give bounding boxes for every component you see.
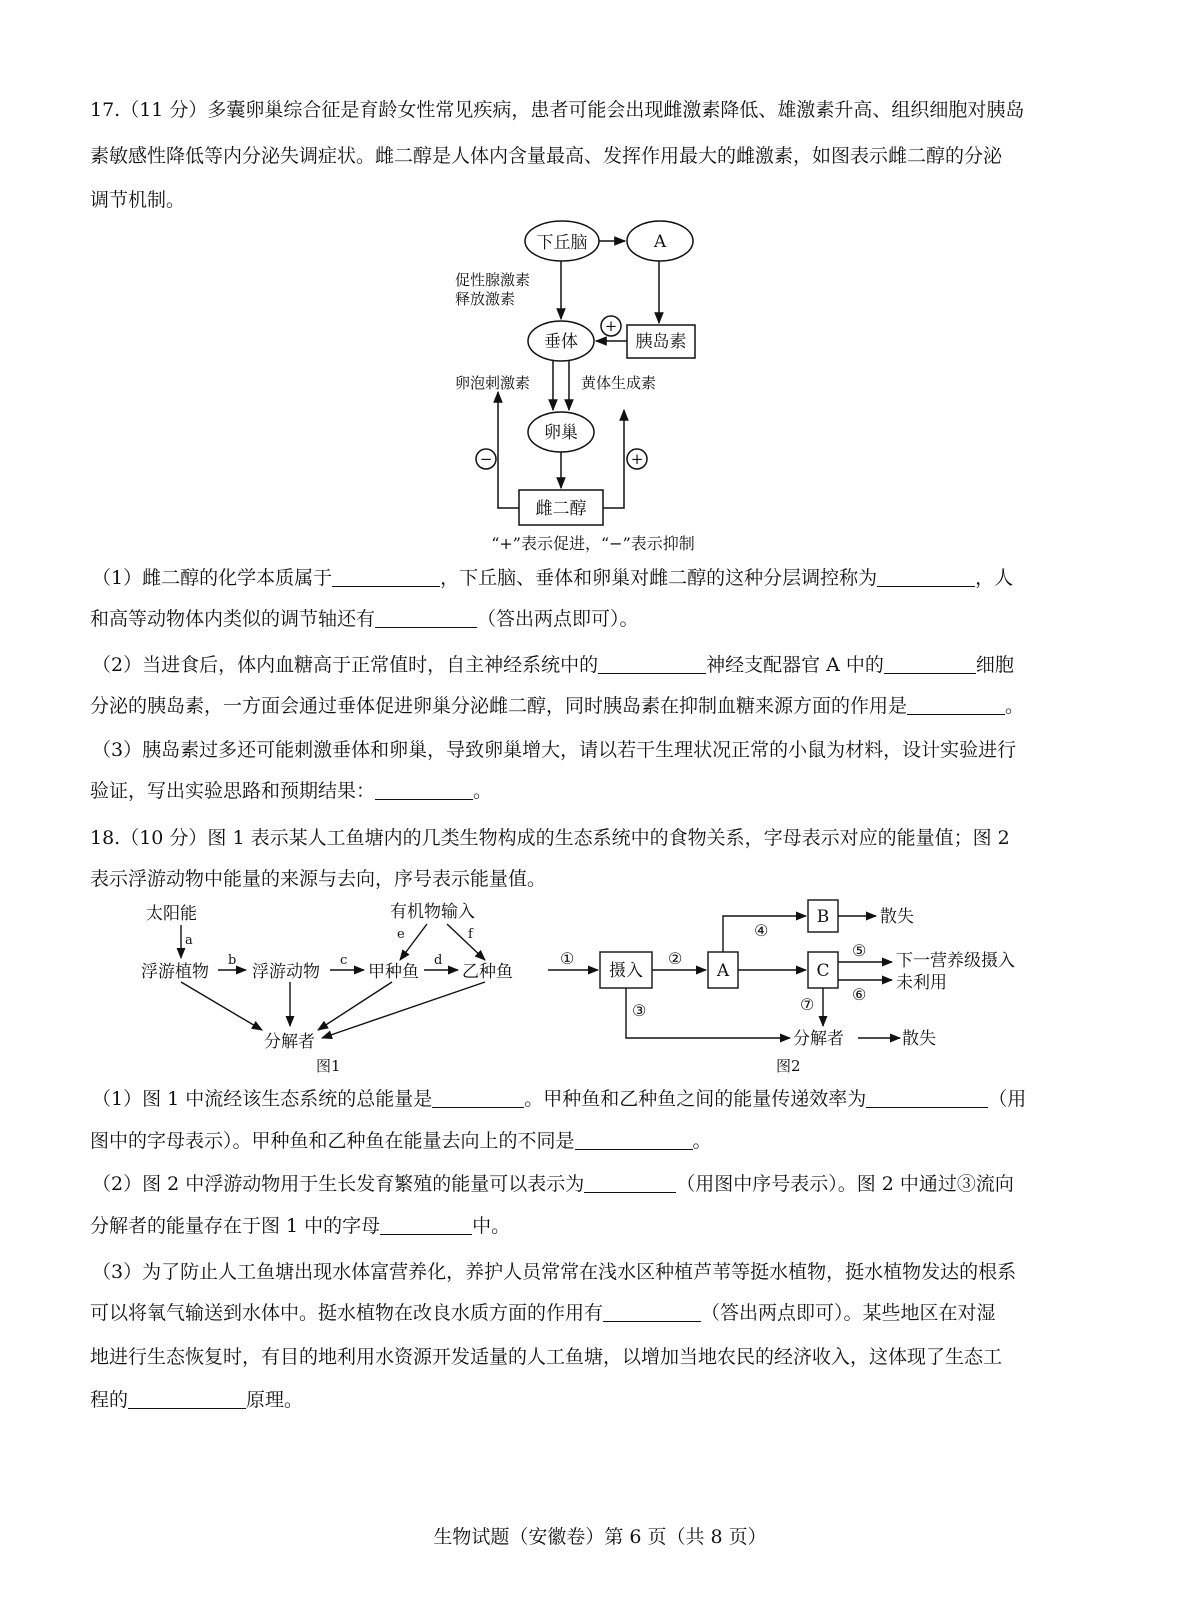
ovary-label: 卵巢 (544, 423, 578, 443)
q18-intro-line-1: 18.（10 分）图 1 表示某人工鱼塘内的几类生物构成的生态系统中的食物关系，字母表示对应的能量值；图 2 (90, 827, 1010, 849)
plus-sign-insulin: + (604, 317, 618, 335)
fig1-sun: 太阳能 (146, 904, 197, 924)
answer-blank[interactable] (332, 568, 440, 587)
q18-part3-line-3: 地进行生态恢复时，有目的地利用水资源开发适量的人工鱼塘，以增加当地农民的经济收入，这体现了生态工 (90, 1346, 1003, 1368)
q18-part3-line-1: （3）为了防止人工鱼塘出现水体富营养化，养护人员常常在浅水区种植芦苇等挺水植物，挺水植物发达的根系 (92, 1261, 1017, 1283)
answer-blank[interactable] (375, 781, 473, 800)
answer-blank[interactable] (598, 655, 706, 674)
fig2-unused: 未利用 (896, 973, 947, 993)
q17-part2-line-1: （2）当进食后，体内血糖高于正常值时，自主神经系统中的 神经支配器官 A 中的 细胞 (92, 654, 1014, 676)
answer-blank[interactable] (603, 1303, 701, 1322)
page-footer: 生物试题（安徽卷）第 6 页（共 8 页） (433, 1526, 767, 1548)
fig2-num-6: ⑥ (852, 985, 867, 1004)
answer-blank[interactable] (432, 1089, 524, 1108)
hypothalamus-label: 下丘脑 (536, 233, 588, 253)
fig2-num-5: ⑤ (852, 941, 867, 960)
plus-sign-ovary: + (630, 450, 644, 468)
q18-part2-line-1: （2）图 2 中浮游动物用于生长发育繁殖的能量可以表示为 （用图中序号表示）。图 2 中通过③流向 (92, 1173, 1014, 1195)
fig1-organic-input: 有机物输入 (390, 902, 475, 922)
fig2-num-2: ② (668, 949, 683, 968)
answer-blank[interactable] (866, 1089, 988, 1108)
fig2-a: A (716, 961, 730, 981)
estradiol-label: 雌二醇 (535, 499, 587, 519)
fig1-phytoplankton: 浮游植物 (141, 962, 209, 982)
fig1-decomposer: 分解者 (264, 1032, 315, 1052)
fig2-num-7: ⑦ (800, 995, 815, 1014)
q17-intro-line-1: 17.（11 分）多囊卵巢综合征是育龄女性常见疾病，患者可能会出现雌激素降低、雄激素升高、组织细胞对胰岛 (90, 99, 1025, 121)
gnrh-label-1: 促性腺激素 (455, 271, 531, 289)
answer-blank[interactable] (584, 1174, 676, 1193)
fig1-arrows (181, 924, 485, 1038)
q18-intro-line-2: 表示浮游动物中能量的来源与去向，序号表示能量值。 (90, 868, 547, 890)
fig2-num-3: ③ (632, 1001, 647, 1020)
answer-blank[interactable] (128, 1390, 246, 1409)
fig2-loss-2: 散失 (902, 1029, 936, 1049)
insulin-label: 胰岛素 (635, 332, 687, 352)
answer-blank[interactable] (375, 609, 477, 628)
q18-part1-line-1: （1）图 1 中流经该生态系统的总能量是 。甲种鱼和乙种鱼之间的能量传递效率为 （用 (92, 1088, 1027, 1110)
q18-part3-line-4: 程的 原理。 (90, 1389, 304, 1411)
q17-part3-line-2: 验证，写出实验思路和预期结果： 。 (90, 780, 493, 802)
fig2-num-4: ④ (754, 921, 769, 940)
fig2-next-level: 下一营养级摄入 (896, 951, 1015, 971)
q17-part1-line-2: 和高等动物体内类似的调节轴还有 （答出两点即可）。 (90, 608, 639, 630)
q17-intro-line-2: 素敏感性降低等内分泌失调症状。雌二醇是人体内含量最高、发挥作用最大的雌激素，如图表示雌二醇的分泌 (90, 145, 1003, 167)
gnrh-label-2: 释放激素 (455, 290, 516, 308)
q17-part3-line-1: （3）胰岛素过多还可能刺激垂体和卵巢，导致卵巢增大，请以若干生理状况正常的小鼠为材料，设计实验进行 (92, 739, 1017, 761)
fig2-intake: 摄入 (609, 961, 643, 981)
fig1-letter-d: d (434, 953, 443, 968)
fig1-letter-b: b (228, 953, 237, 968)
organ-a-label: A (653, 232, 667, 252)
fig1-zooplankton: 浮游动物 (252, 962, 320, 982)
q17-part1-line-1: （1）雌二醇的化学本质属于 ，下丘脑、垂体和卵巢对雌二醇的这种分层调控称为 ，人 (92, 567, 1014, 589)
fig1-caption: 图1 (316, 1057, 341, 1075)
fig1-letter-e: e (397, 927, 405, 942)
answer-blank[interactable] (884, 655, 976, 674)
q18-part3-line-2: 可以将氧气输送到水体中。挺水植物在改良水质方面的作用有 （答出两点即可）。某些地区在对湿 (90, 1302, 996, 1324)
fig2-c: C (816, 961, 830, 981)
pituitary-label: 垂体 (544, 332, 578, 352)
answer-blank[interactable] (575, 1131, 693, 1150)
fig1-fish-a: 甲种鱼 (368, 962, 419, 982)
fig1-fish-b: 乙种鱼 (462, 962, 513, 982)
fig2-num-1: ① (560, 949, 575, 968)
diagram-legend: “+”表示促进，“−”表示抑制 (491, 534, 695, 553)
fig2-b: B (816, 907, 830, 927)
q18-part1-line-2: 图中的字母表示）。甲种鱼和乙种鱼在能量去向上的不同是 。 (90, 1130, 712, 1152)
fig2-loss-1: 散失 (880, 907, 914, 927)
fig1-letter-a: a (185, 933, 193, 948)
answer-blank[interactable] (380, 1216, 472, 1235)
fig1-letter-f: f (468, 927, 473, 942)
fig2-decomposer: 分解者 (793, 1029, 844, 1049)
fig2-caption: 图2 (776, 1057, 801, 1075)
fig1-letter-c: c (340, 953, 348, 968)
q17-part2-line-2: 分泌的胰岛素，一方面会通过垂体促进卵巢分泌雌二醇，同时胰岛素在抑制血糖来源方面的作用是 。 (90, 695, 1025, 717)
q17-intro-line-3: 调节机制。 (90, 189, 186, 211)
answer-blank[interactable] (877, 568, 975, 587)
q18-part2-line-2: 分解者的能量存在于图 1 中的字母 中。 (90, 1215, 511, 1237)
answer-blank[interactable] (907, 696, 1005, 715)
minus-sign: − (479, 450, 493, 468)
lh-label: 黄体生成素 (581, 374, 657, 392)
fsh-label: 卵泡刺激素 (455, 374, 531, 392)
